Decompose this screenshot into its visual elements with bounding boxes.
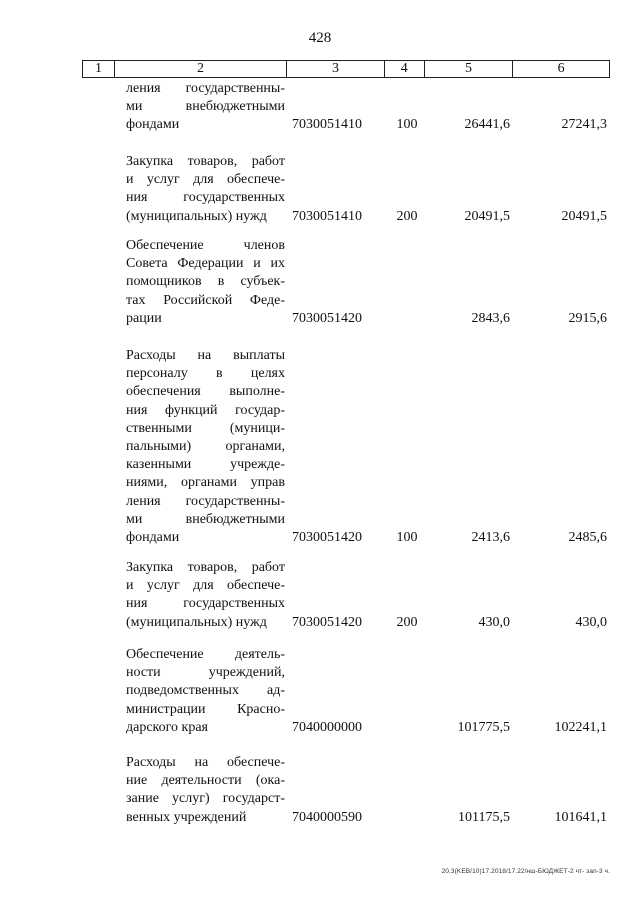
table-row [0, 559, 640, 632]
page-number: 428 [308, 30, 332, 46]
amount-year-1: 101775,5 [457, 719, 510, 735]
target-article-code: 7040000590 [292, 809, 362, 825]
description-line: ния функций государ- [126, 402, 285, 418]
amount-year-1: 2413,6 [471, 529, 510, 545]
table-row [0, 754, 640, 827]
description-line: ления государственны- [126, 81, 285, 96]
amount-year-2: 430,0 [575, 614, 607, 630]
description-line: ниями, органами управ [126, 475, 285, 491]
target-article-code: 7030051420 [292, 529, 362, 545]
footer-note: 20.3(KEB/10)17.2018/17.22/нш-БЮДЖЕТ-2 чт- зап-3 ч. [441, 868, 610, 875]
description-line: Обеспечение членов [126, 238, 285, 253]
header-col-3: 3 [287, 61, 385, 77]
description-line: министрации Красно- [126, 701, 285, 717]
table-row [0, 80, 640, 135]
amount-year-1: 101175,5 [458, 809, 510, 825]
expense-type-code: 100 [396, 529, 418, 545]
description-line: подведомственных ад- [126, 683, 285, 699]
header-col-2: 2 [115, 61, 287, 77]
row-description [126, 559, 285, 632]
description-line: рации [126, 310, 162, 326]
amount-year-2: 27241,3 [561, 117, 607, 133]
description-line: ми внебюджетными [126, 511, 285, 527]
target-article-code: 7030051410 [292, 208, 362, 224]
description-line: Обеспечение деятель- [126, 647, 285, 662]
description-line: зание услуг) государст- [126, 791, 285, 807]
target-article-code: 7030051420 [292, 310, 362, 326]
description-line: ственными (муници- [126, 420, 285, 436]
target-article-code: 7040000000 [292, 719, 362, 735]
description-line: ния государственных [126, 190, 285, 206]
description-line: Совета Федерации и их [126, 256, 285, 272]
row-description [126, 80, 285, 135]
row-description [126, 646, 285, 737]
description-line: ния государственных [126, 596, 285, 612]
target-article-code: 7030051420 [292, 614, 362, 630]
description-line: Закупка товаров, работ [126, 560, 285, 575]
row-description [126, 237, 285, 328]
amount-year-1: 2843,6 [471, 310, 510, 326]
description-line: ления государственны- [126, 493, 285, 509]
description-line: пальными) органами, [126, 438, 285, 454]
description-line: казенными учрежде- [126, 457, 285, 473]
header-col-4: 4 [385, 61, 425, 77]
row-description [126, 153, 285, 226]
header-col-1: 1 [83, 61, 115, 77]
description-line: Расходы на обеспече- [126, 755, 285, 770]
amount-year-1: 430,0 [478, 614, 510, 630]
amount-year-1: 20491,5 [464, 208, 510, 224]
description-line: помощников в субъек- [126, 274, 285, 290]
amount-year-2: 101641,1 [554, 809, 607, 825]
row-description [126, 754, 285, 827]
header-col-5: 5 [425, 61, 514, 77]
description-line: фондами [126, 529, 180, 545]
description-line: ми внебюджетными [126, 99, 285, 115]
description-line: Закупка товаров, работ [126, 154, 285, 169]
expense-type-code: 200 [396, 614, 418, 630]
expense-type-code: 100 [396, 117, 418, 133]
amount-year-1: 26441,6 [464, 117, 510, 133]
description-line: венных учреждений [126, 809, 247, 825]
description-line: дарского края [126, 719, 208, 735]
description-line: фондами [126, 117, 180, 133]
header-col-6: 6 [557, 61, 565, 76]
description-line: ние деятельности (ока- [126, 773, 285, 789]
amount-year-2: 102241,1 [554, 719, 607, 735]
amount-year-2: 2485,6 [568, 529, 607, 545]
description-line: и услуг для обеспече- [126, 172, 285, 188]
description-line: персоналу в целях [126, 366, 285, 382]
amount-year-2: 2915,6 [568, 310, 607, 326]
description-line: Расходы на выплаты [126, 348, 285, 363]
description-line: обеспечения выполне- [126, 384, 285, 400]
description-line: ности учреждений, [126, 665, 285, 681]
description-line: (муниципальных) нужд [126, 208, 267, 224]
table-row [0, 347, 640, 547]
table-row [0, 237, 640, 328]
table-header [82, 60, 610, 78]
row-description [126, 347, 285, 547]
expense-type-code: 200 [396, 208, 418, 224]
amount-year-2: 20491,5 [561, 208, 607, 224]
table-row [0, 646, 640, 737]
table-row [0, 153, 640, 226]
description-line: и услуг для обеспече- [126, 578, 285, 594]
description-line: тах Российской Феде- [126, 292, 285, 308]
target-article-code: 7030051410 [292, 117, 362, 133]
description-line: (муниципальных) нужд [126, 614, 267, 630]
